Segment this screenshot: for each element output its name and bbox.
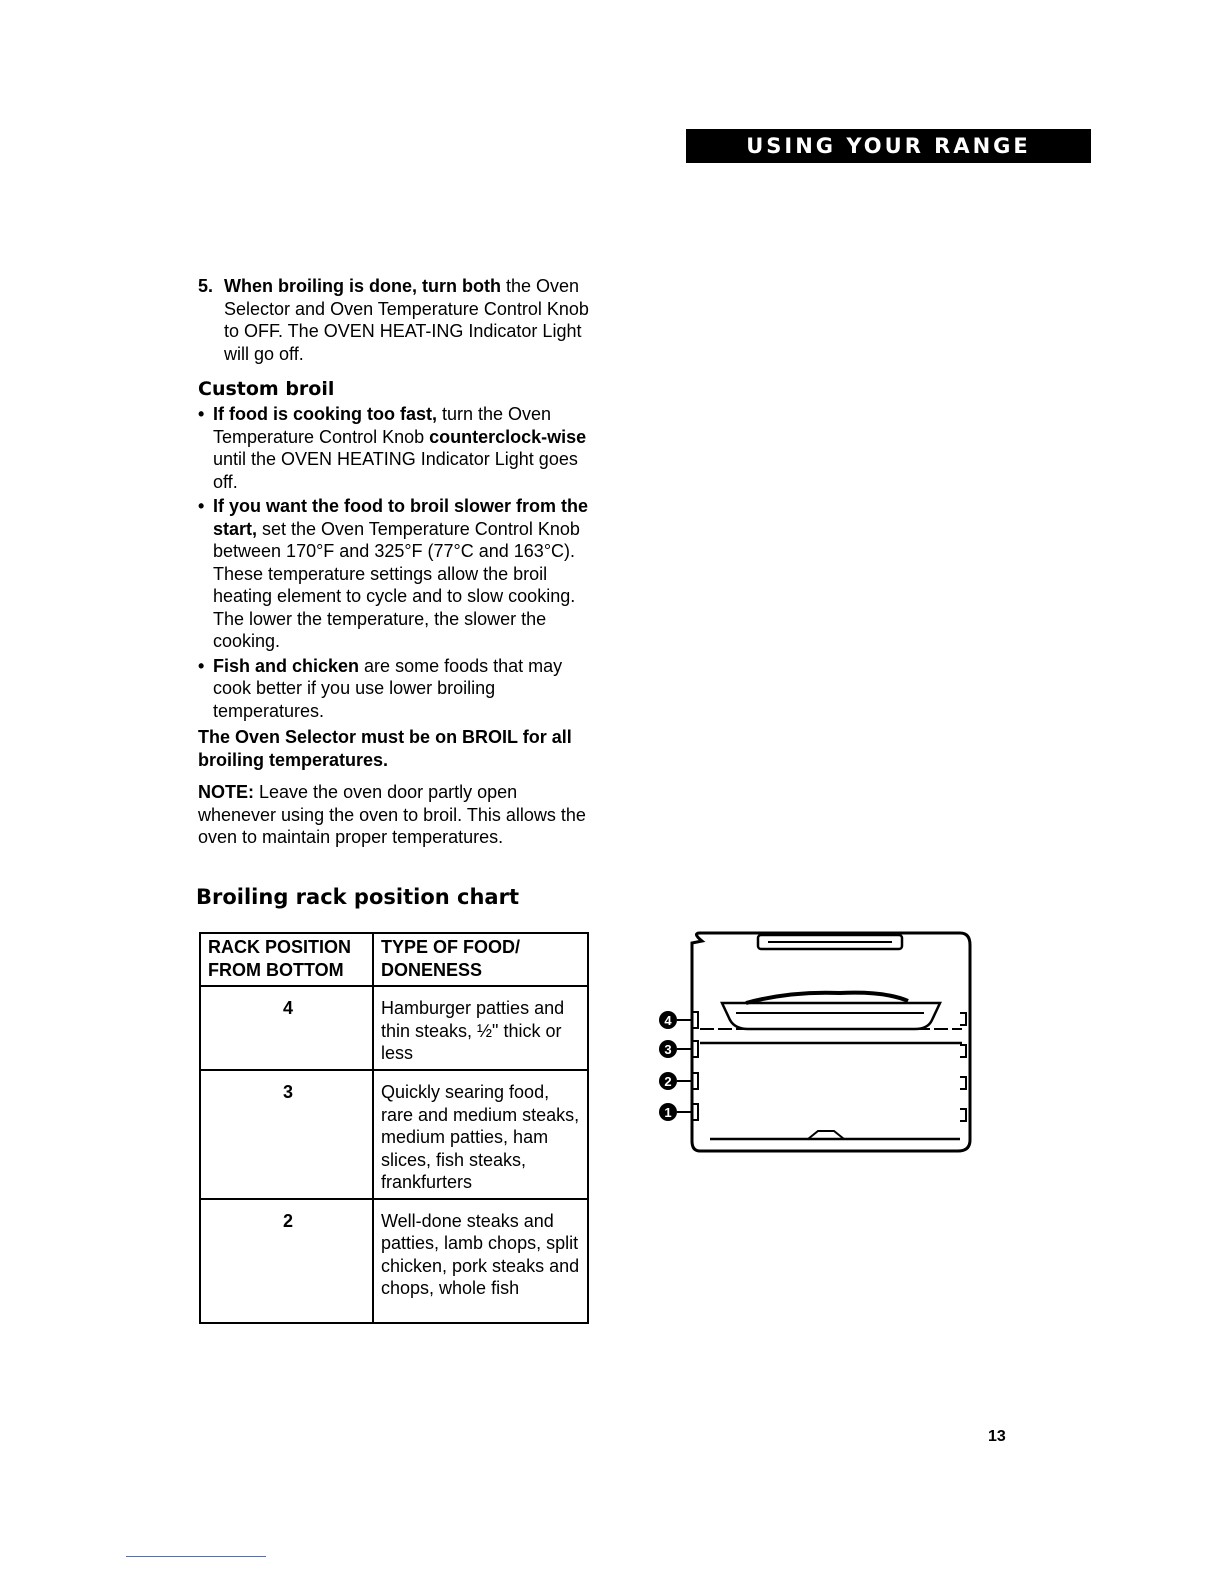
rack-position-cell: 4 <box>200 986 373 1070</box>
step-number: 5. <box>198 276 214 296</box>
item-1-lead: If food is cooking too fast, <box>213 404 437 424</box>
table-row <box>200 1070 588 1199</box>
rack-marker-label: 3 <box>664 1042 672 1057</box>
footer-rule <box>126 1556 266 1557</box>
list-item <box>198 495 593 653</box>
rack-marker-label: 2 <box>664 1074 672 1089</box>
note-text: Leave the oven door partly open whenever using the oven to broil. This allows the oven to maintain proper temperatures. <box>198 782 586 847</box>
item-1-text: turn the Oven Temperature Control Knob <box>213 404 552 447</box>
rack-marker-label: 4 <box>664 1013 672 1028</box>
header-food-type: TYPE OF FOOD/ DONENESS <box>373 933 588 986</box>
broil-requirement: The Oven Selector must be on BROIL for all broiling temperatures. <box>198 727 572 770</box>
item-2-lead: If you want the food to broil slower from the start, <box>213 496 588 539</box>
custom-broil-list <box>198 403 593 722</box>
food-type-cell: Quickly searing food, rare and medium steaks, medium patties, ham slices, fish steaks, frankfurters <box>373 1070 588 1199</box>
header-rack-position: RACK POSITION FROM BOTTOM <box>200 933 373 986</box>
pan-grid <box>746 993 908 1003</box>
item-3-lead: Fish and chicken <box>213 655 360 676</box>
oven-rack-diagram <box>640 925 980 1165</box>
list-item <box>198 403 593 493</box>
rack-position-cell: 3 <box>200 1070 373 1199</box>
step-5-text: the Oven Selector and Oven Temperature Control Knob to OFF. The OVEN HEAT-ING Indicator Light will go off. <box>224 276 589 364</box>
step-5 <box>198 275 593 365</box>
note-label: NOTE: <box>198 782 254 802</box>
table-row <box>200 986 588 1070</box>
item-3-text: are some foods that may cook better if you use lower broiling temperatures. <box>213 655 563 721</box>
food-type-cell: Hamburger patties and thin steaks, ½" thick or less <box>373 986 588 1070</box>
note <box>198 781 593 849</box>
item-1-text-end: until the OVEN HEATING Indicator Light goes off. <box>213 449 578 492</box>
step-5-bold: When broiling is done, turn both <box>224 276 501 296</box>
item-1-emphasis: counterclock-wise <box>429 426 587 447</box>
table-header-row <box>200 933 588 986</box>
chart-title: Broiling rack position chart <box>196 885 519 909</box>
instructions-column <box>198 275 593 849</box>
custom-broil-heading: Custom broil <box>198 378 335 400</box>
rack-position-cell: 2 <box>200 1199 373 1323</box>
page-number: 13 <box>988 1428 1006 1445</box>
broiler-pan <box>722 1003 940 1029</box>
section-banner <box>686 129 1091 163</box>
list-item <box>198 655 593 723</box>
table-row <box>200 1199 588 1323</box>
rack-position-table <box>199 932 589 1324</box>
item-2-text: set the Oven Temperature Control Knob between 170°F and 325°F (77°C and 163°C). These temperature settings allow the broil heating element to cycle and to slow cooking. The lower the temperature, the slower the cooking. <box>213 518 580 651</box>
section-title: USING YOUR RANGE <box>746 134 1031 158</box>
rack-marker-label: 1 <box>664 1105 672 1120</box>
food-type-cell: Well-done steaks and patties, lamb chops, split chicken, pork steaks and chops, whole fish <box>373 1199 588 1323</box>
